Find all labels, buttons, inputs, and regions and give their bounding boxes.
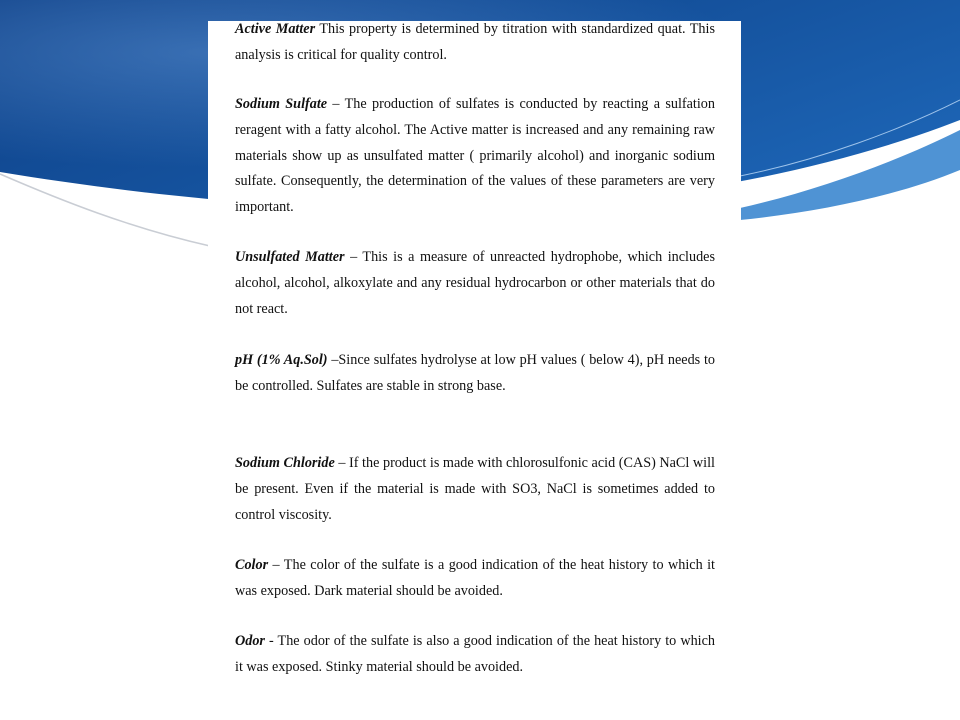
term-active-matter: Active Matter (235, 21, 316, 37)
text-active-matter: This property is determined by titration with standardized quat. This analysis is critical for quality control. (235, 21, 715, 63)
term-ph: pH (1% Aq.Sol) (235, 352, 328, 368)
text-odor: - The odor of the sulfate is also a good indication of the heat history to which it was exposed. Stinky material should be avoided. (235, 633, 715, 675)
text-sodium-chloride: – If the product is made with chlorosulfonic acid (CAS) NaCl will be present. Even if the material is made with SO3, NaCl is sometimes added to control viscosity. (235, 455, 715, 523)
paragraph-active-matter (235, 17, 715, 69)
paragraph-ph (235, 348, 715, 400)
term-sodium-sulfate: Sodium Sulfate (235, 96, 328, 112)
text-ph: –Since sulfates hydrolyse at low pH values ( below 4), pH needs to be controlled. Sulfates are stable in strong base. (235, 352, 716, 394)
paragraph-sodium-sulfate (235, 92, 715, 221)
paragraph-color (235, 553, 715, 605)
document-page (208, 21, 741, 701)
term-odor: Odor (235, 633, 265, 649)
paragraph-sodium-chloride (235, 451, 715, 528)
term-unsulfated-matter: Unsulfated Matter (235, 249, 345, 265)
text-unsulfated-matter: – This is a measure of unreacted hydrophobe, which includes alcohol, alcohol, alkoxylate and any residual hydrocarbon or other materials that do not react. (235, 249, 715, 317)
text-sodium-sulfate: – The production of sulfates is conducted by reacting a sulfation reragent with a fatty alcohol. The Active matter is increased and any remaining raw materials show up as unsulfated matter ( primarily alcohol) and inorganic sodium sulfate. Consequently, the determination of the values of these parameters are very important. (235, 96, 715, 216)
term-sodium-chloride: Sodium Chloride (235, 455, 335, 471)
text-color: – The color of the sulfate is a good indication of the heat history to which it was exposed. Dark material should be avoided. (235, 557, 715, 599)
paragraph-unsulfated-matter (235, 245, 715, 322)
term-color: Color (235, 557, 269, 573)
paragraph-odor (235, 629, 715, 681)
